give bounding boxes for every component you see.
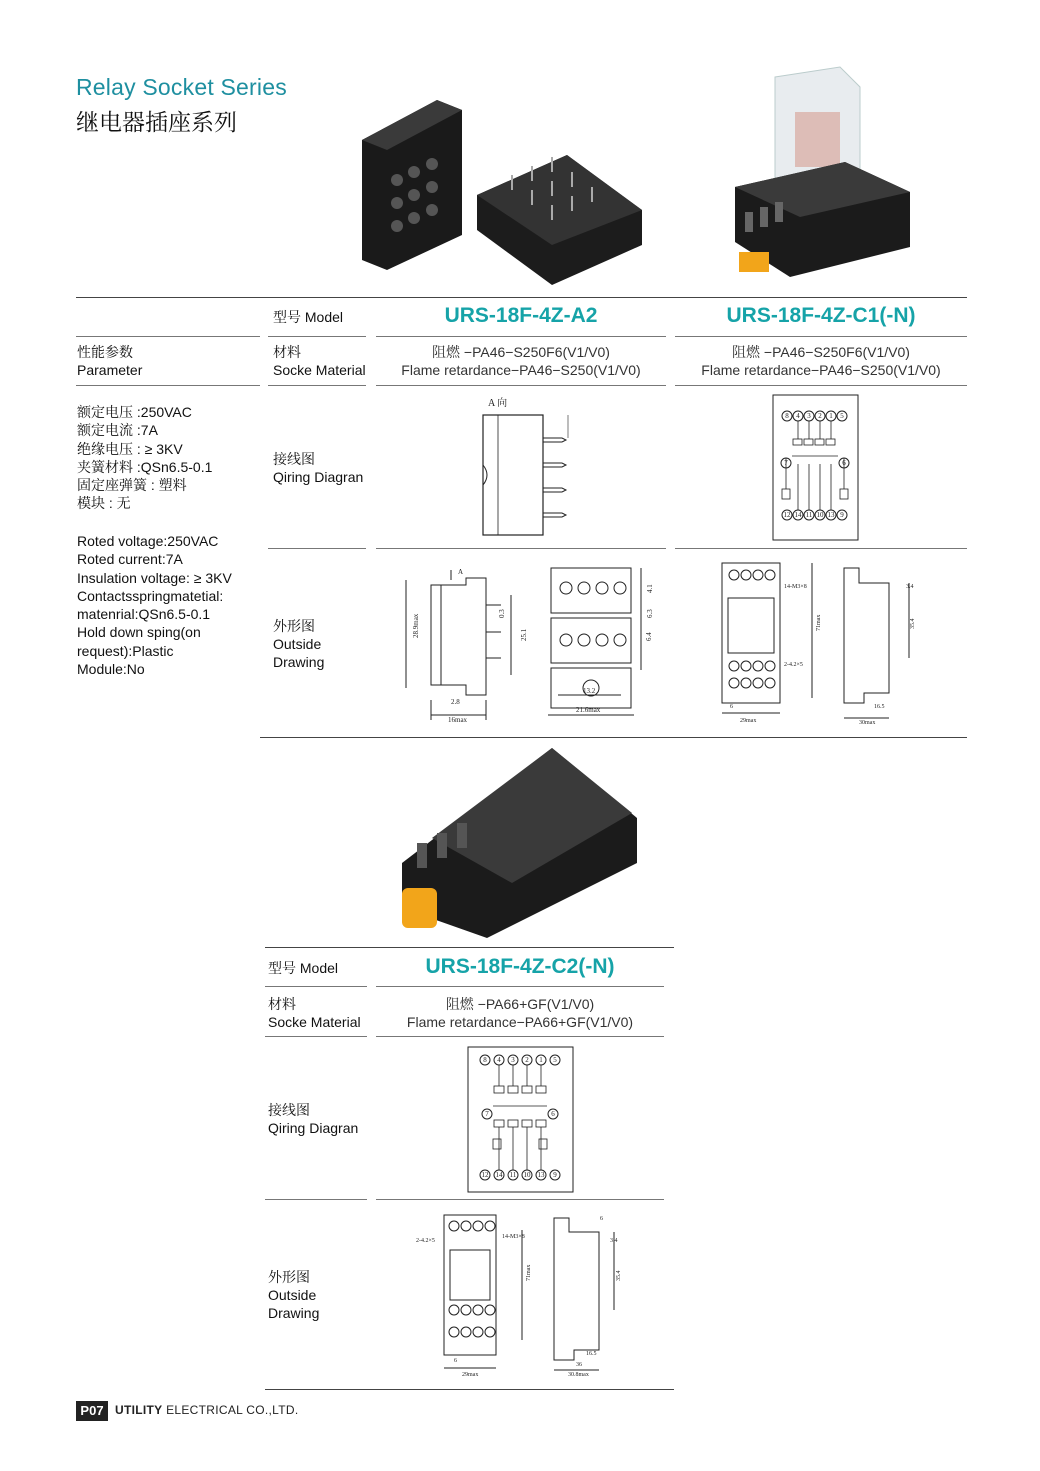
wiring-label-en: Qiring Diagran	[268, 1120, 359, 1136]
pin-bottom: 13	[537, 1171, 545, 1179]
wiring-diagram-a2	[470, 393, 590, 543]
company-name-rest: ELECTRICAL CO.,LTD.	[166, 1403, 299, 1417]
wiring-label	[273, 450, 363, 486]
pin-bottom: 13	[827, 511, 835, 519]
param-en-line: Module:No	[77, 661, 145, 678]
dim-13-2: 13.2	[583, 687, 596, 695]
socket-photo-a2	[352, 95, 647, 290]
dim-6-top: 6	[600, 1216, 603, 1222]
outside-label-en1: Outside	[273, 636, 322, 652]
pin-bottom: 9	[553, 1171, 557, 1179]
pin-bottom: 12	[481, 1171, 489, 1179]
socket-photo-c2	[392, 743, 642, 938]
pin-top: 1	[829, 412, 833, 420]
dim-6-4: 6.4	[645, 632, 653, 641]
pin-top: 3	[807, 412, 811, 420]
dim-6: 6	[454, 1358, 457, 1364]
material-a2	[376, 343, 666, 379]
pin-bottom: 14	[495, 1171, 503, 1179]
outside-drawing-a2	[396, 560, 661, 730]
param-cn-line: 额定电流 :7A	[77, 422, 158, 439]
material-c1-cn: 阻燃 −PA46−S250F6(V1/V0)	[732, 344, 910, 360]
outside-label	[273, 617, 324, 671]
pin-top: 8	[483, 1056, 487, 1064]
dim-36: 36	[576, 1362, 582, 1368]
model-label-en: Model	[299, 960, 339, 976]
company-name-bold: UTILITY	[115, 1403, 163, 1417]
model-label-cn: 型号	[273, 309, 301, 325]
pin-mid-right: 6	[551, 1110, 555, 1118]
pin-top: 4	[497, 1056, 501, 1064]
dim-16-5: 16.5	[586, 1351, 597, 1357]
socket-photo-c1	[725, 62, 920, 287]
param-en-line: Roted voltage:250VAC	[77, 533, 219, 549]
param-cn-line: 绝缘电压 : ≥ 3KV	[77, 440, 183, 457]
dim-2-8: 2.8	[451, 698, 460, 706]
dim-29max: 29max	[462, 1372, 479, 1378]
wiring-diagram-c1	[772, 394, 860, 544]
model-label	[273, 308, 343, 326]
model-label-en: Model	[304, 309, 344, 325]
material-label	[273, 343, 366, 379]
model-c1: URS-18F-4Z-C1(-N)	[726, 304, 916, 327]
dim-30-8max: 30.8max	[568, 1372, 589, 1378]
param-cn-line: 额定电压 :250VAC	[77, 404, 192, 420]
dim-6: 6	[730, 704, 733, 710]
dim-14-m3x8: 14-M3×8	[784, 584, 807, 590]
material-label-cn: 材料	[268, 996, 296, 1012]
outside-label-cn: 外形图	[268, 1269, 310, 1285]
param-cn-line: 固定座弹簧 : 塑料	[77, 477, 187, 494]
pin-top: 5	[553, 1056, 557, 1064]
dim-3-4: 3.4	[906, 584, 914, 590]
param-en-line: request):Plastic	[77, 642, 174, 659]
wiring-label-cn: 接线图	[268, 1102, 310, 1118]
wiring-label-c2	[268, 1101, 358, 1137]
param-en-line: Contactsspringmatetial:	[77, 587, 224, 604]
parameter-label	[77, 343, 142, 379]
outside-drawing-c1	[714, 558, 922, 726]
dim-35-4: 35.4	[910, 618, 916, 629]
dim-4-1: 4.1	[646, 584, 654, 593]
wiring-label-en: Qiring Diagran	[273, 469, 364, 485]
material-a2-en: Flame retardance−PA46−S250(V1/V0)	[401, 362, 641, 378]
pin-top: 2	[525, 1056, 529, 1064]
dim-16max: 16max	[448, 716, 468, 724]
parameter-label-cn: 性能参数	[77, 344, 133, 360]
pin-bottom: 10	[523, 1171, 531, 1179]
material-c2-cn: 阻燃 −PA66+GF(V1/V0)	[445, 996, 595, 1012]
dim-30max: 30max	[859, 720, 876, 726]
dim-28-9max: 28.9max	[412, 613, 420, 638]
material-a2-cn: 阻燃 −PA46−S250F6(V1/V0)	[432, 344, 610, 360]
model-a2: URS-18F-4Z-A2	[444, 304, 598, 327]
param-en-line: Hold down sping(on	[77, 624, 201, 641]
dim-29max: 29max	[740, 718, 757, 724]
dim-14-m3x8: 14-M3×8	[502, 1234, 525, 1240]
pin-bottom: 9	[840, 511, 844, 519]
pin-top: 1	[539, 1056, 543, 1064]
dim-71max: 71max	[816, 614, 822, 631]
material-c2-en: Flame retardance−PA66+GF(V1/V0)	[406, 1014, 634, 1030]
pin-top: 8	[785, 412, 789, 420]
material-c1	[675, 343, 967, 379]
material-label-c2	[268, 995, 361, 1031]
outside-label-en1: Outside	[268, 1287, 317, 1303]
parameters-cn	[77, 403, 212, 513]
pin-bottom: 14	[794, 511, 802, 519]
pin-bottom: 11	[509, 1171, 517, 1179]
pin-mid-left: 7	[784, 459, 788, 467]
a-direction-label: A 向	[488, 398, 508, 409]
parameters-en	[77, 532, 232, 678]
pin-top: 4	[796, 412, 800, 420]
dim-71max: 71max	[526, 1264, 532, 1281]
param-en-line: matenrial:QSn6.5-0.1	[77, 606, 211, 623]
param-cn-line: 模块 : 无	[77, 495, 131, 512]
pin-mid-left: 7	[485, 1110, 489, 1118]
dim-a: A	[458, 568, 464, 576]
company-name	[115, 1403, 298, 1417]
pin-top: 3	[511, 1056, 515, 1064]
series-title-cn: 继电器插座系列	[76, 109, 237, 135]
dim-2-4-2x5: 2-4.2×5	[784, 662, 803, 668]
pin-bottom: 10	[816, 511, 824, 519]
material-label-en: Socke Material	[268, 1014, 361, 1030]
outside-label-cn: 外形图	[273, 618, 315, 634]
pin-bottom: 11	[805, 511, 813, 519]
outside-drawing-c2	[414, 1210, 629, 1380]
dim-25-1: 25.1	[520, 628, 528, 641]
material-label-en: Socke Material	[273, 362, 366, 378]
dim-16-5: 16.5	[874, 704, 885, 710]
pin-bottom: 12	[783, 511, 791, 519]
pin-top: 5	[840, 412, 844, 420]
dim-0-3: 0.3	[498, 609, 506, 618]
pin-mid-right: 6	[842, 459, 846, 467]
param-cn-line: 夹簧材料 :QSn6.5-0.1	[77, 458, 213, 475]
series-title-en: Relay Socket Series	[76, 74, 287, 100]
dim-2-4-2x5: 2-4.2×5	[416, 1238, 435, 1244]
material-label-cn: 材料	[273, 344, 301, 360]
outside-label-en2: Drawing	[273, 654, 325, 670]
wiring-label-cn: 接线图	[273, 451, 315, 467]
parameter-label-en: Parameter	[77, 362, 143, 378]
model-label-c2	[268, 959, 338, 977]
material-c1-en: Flame retardance−PA46−S250(V1/V0)	[701, 362, 941, 378]
wiring-diagram-c2	[467, 1046, 575, 1194]
page-number-badge: P07	[76, 1401, 108, 1421]
dim-6-3: 6.3	[646, 609, 654, 618]
material-c2	[376, 995, 664, 1031]
dim-35-4: 35.4	[616, 1270, 622, 1281]
model-c2: URS-18F-4Z-C2(-N)	[425, 955, 615, 978]
param-en-line: Insulation voltage: ≥ 3KV	[77, 569, 232, 586]
outside-label-c2	[268, 1268, 319, 1322]
outside-label-en2: Drawing	[268, 1305, 320, 1321]
param-en-line: Roted current:7A	[77, 551, 183, 568]
model-label-cn: 型号	[268, 960, 296, 976]
dim-21-6max: 21.6max	[576, 706, 601, 714]
dim-3-4: 3.4	[610, 1238, 618, 1244]
pin-top: 2	[818, 412, 822, 420]
